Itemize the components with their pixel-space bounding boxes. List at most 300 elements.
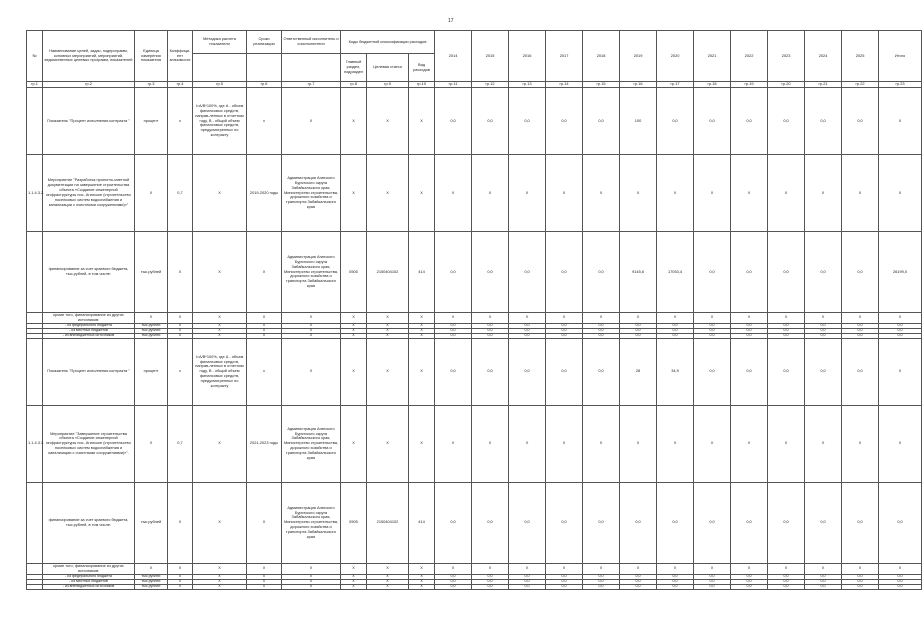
header-target-article: Целевая статья	[367, 54, 409, 82]
header-year: 2021	[694, 31, 731, 82]
header-year: 2016	[509, 31, 546, 82]
column-number: гр.17	[657, 82, 694, 88]
table-cell: 0,0	[657, 482, 694, 563]
table-row	[27, 405, 922, 482]
column-number: гр.4	[168, 82, 193, 88]
table-row	[27, 155, 922, 232]
table-cell: Х	[367, 338, 409, 405]
table-cell: 100	[620, 88, 657, 155]
table-cell: Х	[409, 313, 435, 324]
table-cell: 0,0	[583, 88, 620, 155]
table-cell: Х	[472, 313, 509, 324]
table-cell: 0,0	[731, 482, 768, 563]
table-cell: Х	[842, 155, 879, 232]
table-cell: 0,0	[805, 328, 842, 333]
table-cell: 0,0	[694, 328, 731, 333]
table-cell: 0,0	[472, 574, 509, 579]
table-cell: Х	[367, 155, 409, 232]
table-cell: Х	[620, 563, 657, 574]
table-cell: Х	[409, 405, 435, 482]
column-number: гр.10	[409, 82, 435, 88]
table-cell: Х	[583, 155, 620, 232]
header-row	[27, 31, 922, 54]
table-cell	[27, 313, 43, 324]
table-cell: 0,0	[583, 584, 620, 589]
table-cell: Х	[282, 563, 341, 574]
table-cell: 0,0	[842, 579, 879, 584]
table-cell: 0,0	[805, 338, 842, 405]
table-cell: 0,0	[620, 482, 657, 563]
table-cell: Х	[879, 338, 922, 405]
table-cell: 0,0	[731, 88, 768, 155]
table-cell: Х	[193, 313, 247, 324]
table-cell: 0,0	[620, 579, 657, 584]
header-unit: Единица измерения показателя	[135, 31, 168, 82]
table-cell: 0,0	[620, 333, 657, 338]
table-cell: Х	[409, 88, 435, 155]
column-number: гр.5	[193, 82, 247, 88]
table-cell: Х	[282, 313, 341, 324]
column-number: гр.12	[472, 82, 509, 88]
table-cell: Администрация Агинского Бурятского округа Забайкальского края, Министерство строительства, дорожного хозяйства и транспорта Забайкальского края	[282, 232, 341, 313]
table-cell: 0,0	[694, 482, 731, 563]
table-cell: 0,7	[168, 405, 193, 482]
table-cell: Х	[731, 155, 768, 232]
table-cell: тыс.рублей	[135, 323, 168, 328]
table-cell: 17053,4	[657, 232, 694, 313]
header-year: 2017	[546, 31, 583, 82]
table-cell: 0,0	[435, 482, 472, 563]
table-cell: Х	[168, 584, 193, 589]
table-cell: 0,0	[694, 584, 731, 589]
table-cell: 0505	[341, 482, 367, 563]
table-cell: 0,0	[842, 232, 879, 313]
table-row	[27, 584, 922, 589]
table-cell: Х	[247, 328, 282, 333]
table-cell: х	[168, 338, 193, 405]
table-cell: 0,7	[168, 155, 193, 232]
table-cell: Х	[341, 323, 367, 328]
table-cell: Х	[193, 563, 247, 574]
table-row	[27, 563, 922, 574]
table-cell: Х	[341, 563, 367, 574]
table-cell: 0,0	[509, 482, 546, 563]
row-label: - из местных бюджетов	[43, 579, 135, 584]
table-cell: 0,0	[842, 584, 879, 589]
table-cell: 2150404102	[367, 482, 409, 563]
table-cell: 9145,6	[620, 232, 657, 313]
table-cell: х	[247, 88, 282, 155]
table-cell: Администрация Агинского Бурятского округа Забайкальского края, Министерство строительства, дорожного хозяйства и транспорта Забайкальского края	[282, 155, 341, 232]
table-cell: 0,0	[620, 328, 657, 333]
column-number: гр.20	[768, 82, 805, 88]
column-number: гр.6	[247, 82, 282, 88]
table-cell: 0,0	[805, 88, 842, 155]
table-cell: 0,0	[768, 338, 805, 405]
table-cell: 0505	[341, 232, 367, 313]
table-cell: Х	[247, 232, 282, 313]
table-cell: I=A/B*100%, где А - объем финансовых средств, направ-ленных в отчетном году, В - общий объем финансовых средств, предусмотренных по контракту	[193, 338, 247, 405]
table-cell: 0,0	[583, 338, 620, 405]
table-cell: Х	[409, 584, 435, 589]
column-number: гр.23	[879, 82, 922, 88]
table-cell: 0,0	[583, 333, 620, 338]
table-cell: 0,0	[509, 333, 546, 338]
table-cell: Х	[247, 574, 282, 579]
table-cell: 0,0	[435, 88, 472, 155]
table-cell: Х	[409, 323, 435, 328]
table-cell: 0,0	[472, 323, 509, 328]
table-cell: 0,0	[657, 574, 694, 579]
table-cell: 0,0	[657, 323, 694, 328]
table-cell: Х	[282, 328, 341, 333]
table-cell: Х	[842, 405, 879, 482]
table-cell: 414	[409, 232, 435, 313]
table-cell: 0,0	[657, 333, 694, 338]
table-cell: Х	[168, 579, 193, 584]
table-cell: Х	[805, 155, 842, 232]
table-cell: Х	[367, 333, 409, 338]
header-year: 2014	[435, 31, 472, 82]
table-cell: процент	[135, 338, 168, 405]
table-cell: 0,0	[472, 482, 509, 563]
table-cell: Х	[193, 328, 247, 333]
table-cell: Х	[168, 482, 193, 563]
table-cell: 0,0	[731, 574, 768, 579]
table-cell	[27, 482, 43, 563]
table-cell: Х	[546, 155, 583, 232]
row-label: Показатель "Процент исполнения контракта "	[43, 338, 135, 405]
table-cell: Х	[768, 405, 805, 482]
table-cell: Х	[842, 563, 879, 574]
table-cell	[27, 338, 43, 405]
table-cell: Х	[341, 333, 367, 338]
table-cell: 0,0	[435, 323, 472, 328]
table-cell: Х	[193, 232, 247, 313]
table-cell: Х	[247, 584, 282, 589]
header-year: 2025	[842, 31, 879, 82]
table-cell: Х	[509, 405, 546, 482]
table-cell: Х	[282, 574, 341, 579]
table-cell: Х	[546, 313, 583, 324]
table-cell: Х	[731, 405, 768, 482]
table-cell: 2021-2023 годы	[247, 405, 282, 482]
table-cell: Х	[583, 313, 620, 324]
row-label: Мероприятие "Разработка проектно-сметной документации на завершение строительства объекта «Создание инженерной инфраструктуры пос. Агинское (строительство поселковых систем водоснабжения и канализации с очистными сооружениями)»"	[43, 155, 135, 232]
table-cell: 0,0	[435, 338, 472, 405]
table-cell: Х	[168, 313, 193, 324]
table-row	[27, 338, 922, 405]
table-cell: 0,0	[694, 574, 731, 579]
table-cell: 0,0	[805, 232, 842, 313]
table-cell: 0,0	[509, 574, 546, 579]
table-cell: 0,0	[768, 88, 805, 155]
table-cell: 0,0	[694, 323, 731, 328]
table-cell: Х	[367, 328, 409, 333]
row-label: - из федерального бюджета	[43, 574, 135, 579]
table-cell: 0,0	[731, 579, 768, 584]
table-cell: Администрация Агинского Бурятского округа Забайкальского края, Министерство строительства, дорожного хозяйства и транспорта Забайкальского края	[282, 405, 341, 482]
table-cell: Х	[282, 584, 341, 589]
table-cell: Х	[879, 88, 922, 155]
table-cell: Х	[731, 563, 768, 574]
header-responsible: Ответственный исполнитель и соисполнители	[282, 31, 341, 54]
header-year: 2019	[620, 31, 657, 82]
table-cell: Х	[694, 405, 731, 482]
table-cell: 0,0	[583, 579, 620, 584]
table-cell: 0,0	[509, 338, 546, 405]
column-number: гр.22	[842, 82, 879, 88]
table-cell: Х	[193, 584, 247, 589]
header-number: №	[27, 31, 43, 82]
table-cell: Х	[509, 313, 546, 324]
table-cell: Х	[282, 323, 341, 328]
table-cell: 0,0	[768, 328, 805, 333]
table-cell: 0,0	[657, 328, 694, 333]
table-cell: 0,0	[509, 232, 546, 313]
table-cell: тыс.рублей	[135, 584, 168, 589]
table-cell: Х	[135, 405, 168, 482]
column-number: гр.11	[435, 82, 472, 88]
header-empty	[193, 54, 247, 82]
table-cell: тыс.рублей	[135, 574, 168, 579]
header-year: 2023	[768, 31, 805, 82]
table-cell: 0,0	[879, 574, 922, 579]
column-number: гр.9	[367, 82, 409, 88]
header-coefficient: Коэффици-ент значимости	[168, 31, 193, 82]
table-cell: 0,0	[583, 232, 620, 313]
column-number: гр.21	[805, 82, 842, 88]
table-cell: 0,0	[805, 323, 842, 328]
header-year: 2020	[657, 31, 694, 82]
table-cell: Х	[282, 338, 341, 405]
table-cell: Х	[731, 313, 768, 324]
table-cell: Х	[247, 323, 282, 328]
table-cell: Х	[193, 155, 247, 232]
table-cell: Х	[367, 579, 409, 584]
table-cell: 0,0	[768, 323, 805, 328]
table-cell: Х	[546, 563, 583, 574]
table-cell: х	[168, 88, 193, 155]
column-number: гр.15	[583, 82, 620, 88]
table-cell: Х	[341, 313, 367, 324]
table-cell: Х	[842, 313, 879, 324]
table-cell: Х	[168, 574, 193, 579]
table-cell: 0,0	[435, 328, 472, 333]
table-row	[27, 88, 922, 155]
table-cell: Администрация Агинского Бурятского округа Забайкальского края, Министерство строительства, дорожного хозяйства и транспорта Забайкальского края	[282, 482, 341, 563]
table-cell: 0,0	[546, 574, 583, 579]
table-cell: Х	[367, 563, 409, 574]
table-cell: 0,0	[768, 584, 805, 589]
table-cell: 28	[620, 338, 657, 405]
table-cell: 414	[409, 482, 435, 563]
table-cell: Х	[135, 563, 168, 574]
header-empty	[282, 54, 341, 82]
table-cell: Х	[620, 313, 657, 324]
table-cell: Х	[435, 563, 472, 574]
table-cell: Х	[367, 313, 409, 324]
row-label: - из внебюджетных источников	[43, 584, 135, 589]
table-cell: 0,0	[768, 333, 805, 338]
table-cell: Х	[341, 328, 367, 333]
table-cell: Х	[168, 328, 193, 333]
table-cell: 0,0	[768, 482, 805, 563]
header-budget-codes: Коды бюджетной классификации расходов	[341, 31, 435, 54]
row-label: - из внебюджетных источников	[43, 333, 135, 338]
table-cell: тыс.рублей	[135, 232, 168, 313]
table-cell: Х	[341, 584, 367, 589]
table-cell: Х	[168, 563, 193, 574]
table-cell	[27, 232, 43, 313]
row-label: финансирование за счет краевого бюджета, тыс.рублей, в том числе:	[43, 482, 135, 563]
table-cell: 0,0	[879, 328, 922, 333]
table-cell: Х	[367, 584, 409, 589]
table-cell: Х	[657, 155, 694, 232]
table-cell: Х	[805, 563, 842, 574]
table-cell: 0,0	[842, 482, 879, 563]
table-cell: Х	[193, 579, 247, 584]
table-cell: Х	[509, 155, 546, 232]
table-cell: Х	[694, 155, 731, 232]
table-cell: 0,0	[546, 579, 583, 584]
table-cell: 0,0	[768, 232, 805, 313]
table-cell: 0,0	[435, 584, 472, 589]
table-cell: 1.1.4.3.2.	[27, 155, 43, 232]
header-year: 2024	[805, 31, 842, 82]
header-year: 2018	[583, 31, 620, 82]
table-cell: 0,0	[435, 579, 472, 584]
table-cell: Х	[409, 579, 435, 584]
table-cell: 0,0	[694, 333, 731, 338]
table-cell: 0,0	[583, 323, 620, 328]
table-cell: Х	[879, 405, 922, 482]
table-cell: Х	[168, 232, 193, 313]
table-cell: Х	[879, 313, 922, 324]
table-cell: 0,0	[805, 482, 842, 563]
table-cell: 1.1.4.3.3.	[27, 405, 43, 482]
table-cell: 0,0	[620, 574, 657, 579]
column-number: гр.13	[509, 82, 546, 88]
table-cell: 0,0	[731, 328, 768, 333]
header-terms: Сроки реализации	[247, 31, 282, 54]
table-row	[27, 482, 922, 563]
table-cell: 0,0	[731, 323, 768, 328]
table-cell: Х	[472, 563, 509, 574]
table-cell: 0,0	[694, 88, 731, 155]
table-row	[27, 313, 922, 324]
table-cell: Х	[694, 313, 731, 324]
row-label: Мероприятие "Завершение строительства объекта «Создание инженерной инфраструктуры пос. Агинское (строительство поселковых систем водоснабжения и канализации с очистными сооружениями)»".	[43, 405, 135, 482]
column-number: гр.16	[620, 82, 657, 88]
table-cell: Х	[367, 574, 409, 579]
row-label: кроме того, финансирование из других источников:	[43, 313, 135, 324]
table-cell	[27, 563, 43, 574]
table-cell: Х	[620, 155, 657, 232]
column-number: гр.1	[27, 82, 43, 88]
table-cell: Х	[768, 313, 805, 324]
table-cell: Х	[135, 155, 168, 232]
table-cell: Х	[193, 574, 247, 579]
header-year: 2022	[731, 31, 768, 82]
table-cell: Х	[879, 155, 922, 232]
table-cell: Х	[583, 563, 620, 574]
page-number: 17	[448, 18, 454, 24]
table-cell: Х	[282, 88, 341, 155]
table-cell: 0,0	[583, 574, 620, 579]
table-cell: Х	[341, 155, 367, 232]
table-cell: процент	[135, 88, 168, 155]
table-cell: Х	[282, 579, 341, 584]
table-cell	[27, 88, 43, 155]
table-cell: Х	[620, 405, 657, 482]
header-empty	[247, 54, 282, 82]
table-cell: 0,0	[546, 232, 583, 313]
table-cell: 0,0	[879, 579, 922, 584]
column-number: гр.8	[341, 82, 367, 88]
table-cell: 0,0	[731, 232, 768, 313]
table-cell: Х	[409, 328, 435, 333]
row-label: Показатель "Процент исполнения контракта "	[43, 88, 135, 155]
table-cell: I=A/B*100%, где А - объем финансовых средств, направ-ленных в отчетном году, В - общий объем финансовых средств, предусмотренных по контракту	[193, 88, 247, 155]
table-cell: 0,0	[509, 88, 546, 155]
table-cell: 0,0	[731, 338, 768, 405]
table-cell: 0,0	[472, 88, 509, 155]
table-cell: Х	[247, 333, 282, 338]
table-cell: 0,0	[620, 584, 657, 589]
table-cell: Х	[193, 333, 247, 338]
table-cell: Х	[435, 405, 472, 482]
column-number: гр.14	[546, 82, 583, 88]
table-cell: 0,0	[805, 584, 842, 589]
table-cell: 0,0	[509, 323, 546, 328]
table-cell: Х	[409, 563, 435, 574]
table-cell: 2019-2020 годы	[247, 155, 282, 232]
table-cell: 0,0	[546, 333, 583, 338]
table-cell: 0,0	[879, 584, 922, 589]
table-cell: 0,0	[620, 323, 657, 328]
table-cell: 0,0	[879, 333, 922, 338]
table-cell: Х	[409, 338, 435, 405]
table-cell: 0,0	[435, 232, 472, 313]
table-cell: 0,0	[435, 333, 472, 338]
table-cell: 0,0	[583, 482, 620, 563]
column-number: гр.7	[282, 82, 341, 88]
header-year: 2015	[472, 31, 509, 82]
table-cell: 0,0	[546, 482, 583, 563]
table-cell: Х	[472, 155, 509, 232]
table-cell: 0,0	[657, 88, 694, 155]
table-cell: Х	[247, 579, 282, 584]
table-cell: 0,0	[546, 584, 583, 589]
table-cell: 0,0	[805, 333, 842, 338]
row-label: - из федерального бюджета	[43, 323, 135, 328]
row-label: - из местных бюджетов	[43, 328, 135, 333]
table-cell: 0,0	[842, 328, 879, 333]
table-cell: 0,0	[657, 579, 694, 584]
table-cell: Х	[472, 405, 509, 482]
row-label: кроме того, финансирование из других источников:	[43, 563, 135, 574]
table-cell: 0,0	[842, 574, 879, 579]
table-cell: Х	[509, 563, 546, 574]
column-number: гр.18	[694, 82, 731, 88]
table-cell: Х	[168, 323, 193, 328]
table-cell: 0,0	[472, 328, 509, 333]
header-name: Наименование целей, задач, подпрограмм, основных мероприятий, мероприятий, ведомственных целевых программ, показателей	[43, 31, 135, 82]
table-cell: Х	[657, 405, 694, 482]
table-cell: 0,0	[805, 579, 842, 584]
table-cell: Х	[879, 563, 922, 574]
